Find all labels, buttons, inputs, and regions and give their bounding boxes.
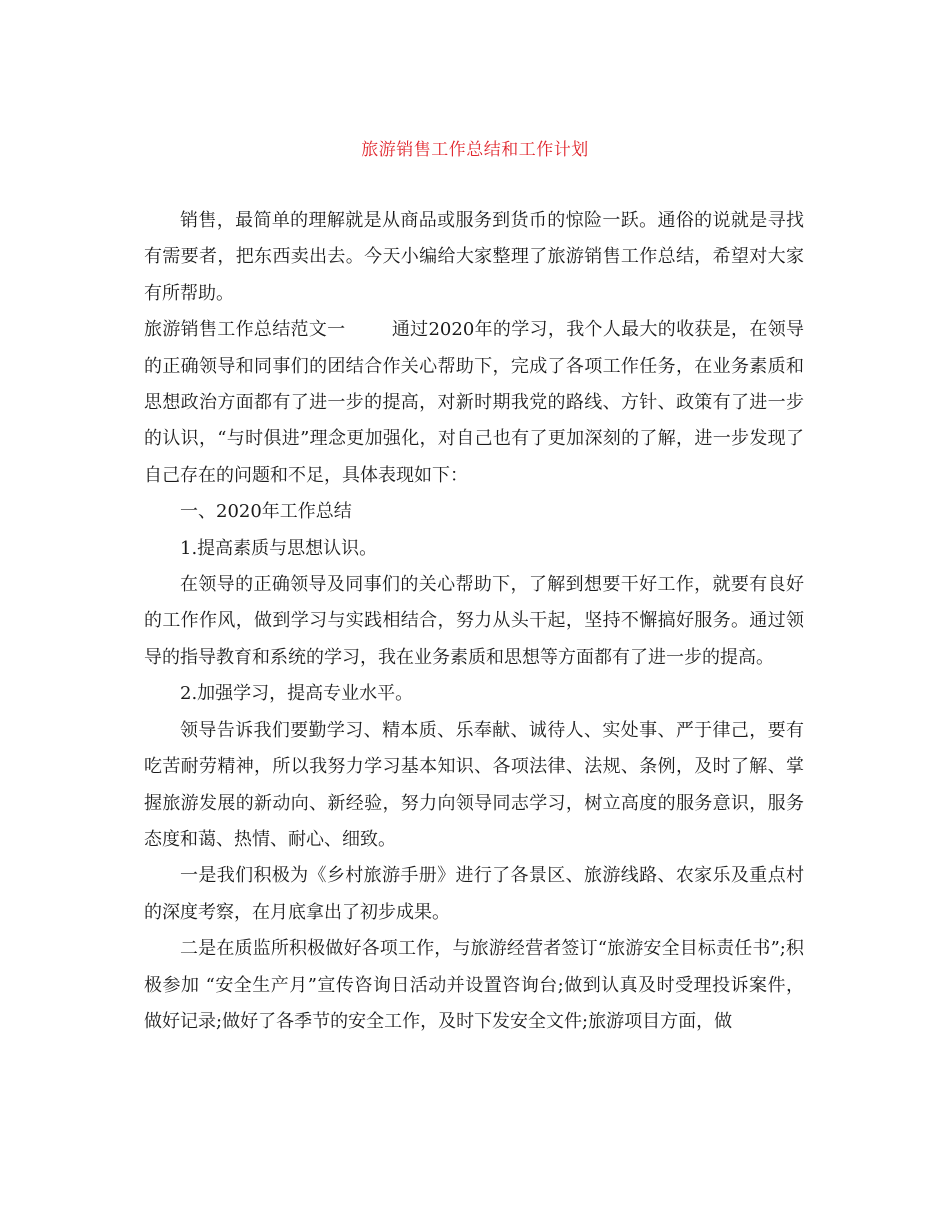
paragraph-quality-supervision: 二是在质监所积极做好各项工作，与旅游经营者签订“旅游安全目标责任书”;积极参加 “安全生产月”宣传咨询日活动并设置咨询台;做到认真及时受理投诉案件，做好记录;做好了各季节的安全工作，及时下发安全文件;旅游项目方面，做 <box>144 938 804 1032</box>
section-opening-paragraph <box>144 312 804 494</box>
heading-summary-2020: 一、2020年工作总结 <box>180 501 352 523</box>
subheading-strengthen-study: 2.加强学习，提高专业水平。 <box>180 683 414 705</box>
document-title: 旅游销售工作总结和工作计划 <box>361 140 589 160</box>
paragraph-leadership-guidance: 在领导的正确领导及同事们的关心帮助下，了解到想要干好工作，就要有良好的工作作风，做到学习与实践相结合，努力从头干起，坚持不懈搞好服务。通过领导的指导教育和系统的学习，我在业务素质和思想等方面都有了进一步的提高。 <box>144 574 804 668</box>
section-label: 旅游销售工作总结范文一 <box>144 319 346 341</box>
paragraph-rural-tourism: 一是我们积极为《乡村旅游手册》进行了各景区、旅游线路、农家乐及重点村的深度考察，在月底拿出了初步成果。 <box>144 865 804 923</box>
intro-paragraph: 销售，最简单的理解就是从商品或服务到货币的惊险一跃。通俗的说就是寻找有需要者，把东西卖出去。今天小编给大家整理了旅游销售工作总结，希望对大家有所帮助。 <box>144 210 804 304</box>
section-opening-text: 通过2020年的学习，我个人最大的收获是，在领导的正确领导和同事们的团结合作关心帮助下，完成了各项工作任务，在业务素质和思想政治方面都有了进一步的提高，对新时期我党的路线、方针、政策有了进一步的认识，“与时俱进”理念更加强化，对自己也有了更加深刻的了解，进一步发现了自己存在的问题和不足，具体表现如下： <box>144 319 805 486</box>
paragraph-study-details: 领导告诉我们要勤学习、精本质、乐奉献、诚待人、实处事、严于律己，要有吃苦耐劳精神，所以我努力学习基本知识、各项法律、法规、条例，及时了解、掌握旅游发展的新动向、新经验，努力向领导同志学习，树立高度的服务意识，服务态度和蔼、热情、耐心、细致。 <box>144 719 804 850</box>
document-body <box>144 203 804 1040</box>
subheading-improve-quality: 1.提高素质与思想认识。 <box>180 537 378 559</box>
